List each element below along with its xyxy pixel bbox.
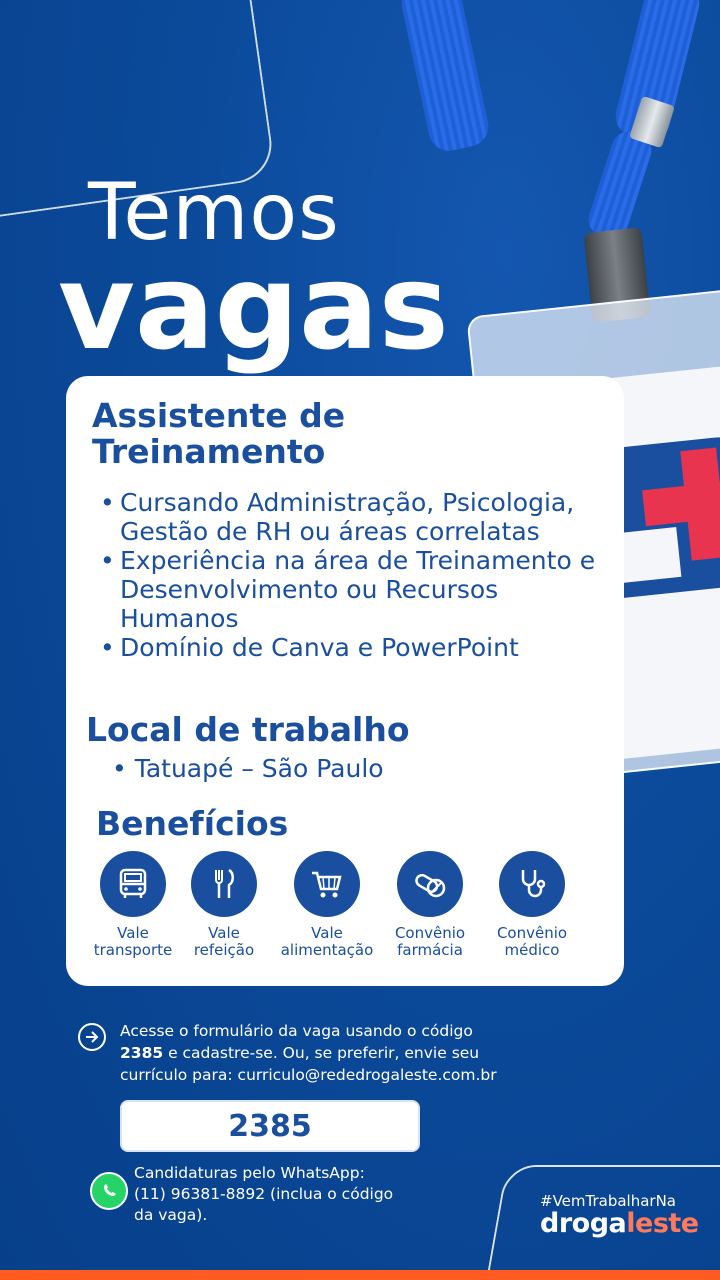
requirements-list xyxy=(100,488,620,662)
arrow-right-icon xyxy=(78,1023,106,1051)
job-card xyxy=(66,376,624,986)
bottom-accent-bar xyxy=(0,1270,720,1280)
benefit-vale-transporte: Vale transporte xyxy=(78,851,188,959)
list-item: • Domínio de Canva e PowerPoint xyxy=(100,633,519,662)
vacancy-code: 2385 xyxy=(120,1100,420,1152)
benefit-convenio-medico: Convênio médico xyxy=(477,851,587,959)
location-item: • Tatuapé – São Paulo xyxy=(112,754,384,783)
apply-instructions: Acesse o formulário da vaga usando o código 2385 e cadastre-se. Ou, se preferir, envie seu currículo para: curriculo@rededrogaleste.com.br xyxy=(120,1022,497,1084)
headline-temos: Temos xyxy=(88,168,340,258)
benefit-convenio-farmacia: Convênio farmácia xyxy=(375,851,485,959)
list-item: • Experiência na área de Treinamento e Desenvolvimento ou Recursos Humanos xyxy=(100,546,596,633)
whatsapp-text: Candidaturas pelo WhatsApp: (11) 96381-8892 (inclua o código da vaga). xyxy=(134,1164,394,1224)
cutlery-icon xyxy=(191,851,257,917)
job-title: Assistente de Treinamento xyxy=(92,396,346,471)
stethoscope-icon xyxy=(499,851,565,917)
benefits-heading: Benefícios xyxy=(96,804,289,843)
hashtag: #VemTrabalharNa xyxy=(540,1192,676,1210)
benefit-vale-alimentacao: Vale alimentação xyxy=(272,851,382,959)
headline-vagas: vagas xyxy=(58,238,449,376)
bus-icon xyxy=(100,851,166,917)
brand-logo: drogaleste xyxy=(540,1208,699,1239)
cart-icon xyxy=(294,851,360,917)
benefit-vale-refeicao: Vale refeição xyxy=(169,851,279,959)
whatsapp-icon[interactable] xyxy=(90,1172,128,1210)
pills-icon xyxy=(397,851,463,917)
list-item: • Cursando Administração, Psicologia, Gestão de RH ou áreas correlatas xyxy=(100,488,575,546)
location-heading: Local de trabalho xyxy=(86,710,410,749)
